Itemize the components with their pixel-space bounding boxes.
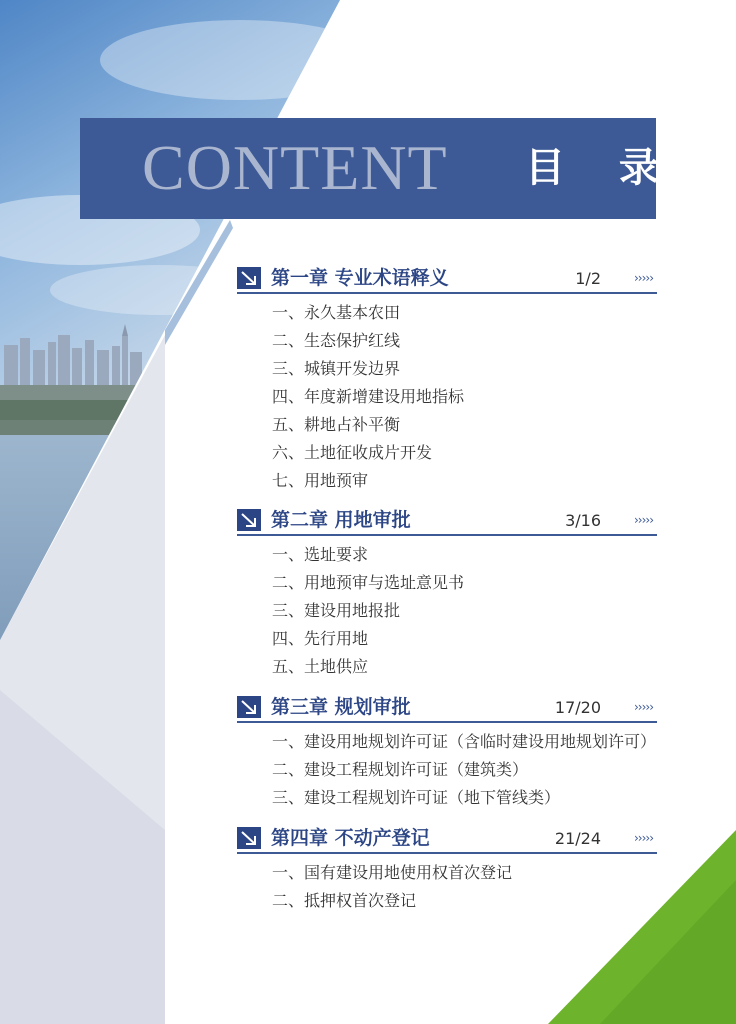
chapter-title: 第一章 专业术语释义 (271, 267, 449, 289)
content-banner (80, 118, 679, 219)
chapter-page-range: 21/24 (554, 829, 601, 848)
chapter-3-items (272, 728, 656, 812)
chapter-2-heading[interactable] (237, 507, 657, 533)
toc-item[interactable]: 一、国有建设用地使用权首次登记 (272, 863, 513, 882)
toc-item[interactable]: 五、耕地占补平衡 (272, 415, 401, 434)
chapter-2 (237, 507, 657, 676)
toc-item[interactable]: 二、生态保护红线 (272, 331, 401, 350)
chevrons-icon: ››››› (634, 271, 653, 285)
chapter-title: 第四章 不动产登记 (271, 827, 430, 849)
toc-item[interactable]: 二、抵押权首次登记 (272, 891, 417, 910)
chapter-3 (237, 694, 657, 807)
toc-item[interactable]: 七、用地预审 (272, 471, 369, 490)
toc-item[interactable]: 二、建设工程规划许可证（建筑类） (272, 760, 529, 779)
chapter-arrow-icon (237, 696, 261, 718)
chapter-page-range: 17/20 (554, 698, 601, 717)
toc-item[interactable]: 一、选址要求 (272, 545, 369, 564)
chapter-1-items (272, 299, 464, 495)
chapter-underline (237, 292, 657, 294)
toc-item[interactable]: 一、永久基本农田 (272, 303, 401, 322)
toc-item[interactable]: 三、建设工程规划许可证（地下管线类） (272, 788, 561, 807)
chapter-2-items (272, 541, 464, 681)
chapter-underline (237, 721, 657, 723)
chevrons-icon: ››››› (634, 831, 653, 845)
chapter-title: 第三章 规划审批 (271, 696, 411, 718)
toc-item[interactable]: 三、城镇开发边界 (272, 359, 401, 378)
chapter-arrow-icon (237, 827, 261, 849)
toc-item[interactable]: 一、建设用地规划许可证（含临时建设用地规划许可） (272, 732, 657, 751)
chevrons-icon: ››››› (634, 700, 653, 714)
chapter-arrow-icon (237, 267, 261, 289)
content-title-zh: 目 录 (525, 145, 679, 191)
chapter-page-range: 1/2 (575, 269, 601, 288)
chapter-4 (237, 825, 657, 910)
chapter-title: 第二章 用地审批 (271, 509, 411, 531)
chapter-3-heading[interactable] (237, 694, 657, 720)
toc-item[interactable]: 六、土地征收成片开发 (272, 443, 433, 462)
chapter-4-heading[interactable] (237, 825, 657, 851)
chevrons-icon: ››››› (634, 513, 653, 527)
chapter-4-items (272, 859, 512, 915)
toc-item[interactable]: 二、用地预审与选址意见书 (272, 573, 465, 592)
chapter-1-heading[interactable] (237, 265, 657, 291)
chapter-underline (237, 534, 657, 536)
chapter-1 (237, 265, 657, 490)
toc-item[interactable]: 四、年度新增建设用地指标 (272, 387, 465, 406)
chapter-arrow-icon (237, 509, 261, 531)
toc-item[interactable]: 四、先行用地 (272, 629, 369, 648)
chapter-underline (237, 852, 657, 854)
chapter-page-range: 3/16 (565, 511, 601, 530)
toc-item[interactable]: 五、土地供应 (272, 657, 369, 676)
content-title-en: CONTENT (142, 132, 448, 203)
toc-item[interactable]: 三、建设用地报批 (272, 601, 401, 620)
